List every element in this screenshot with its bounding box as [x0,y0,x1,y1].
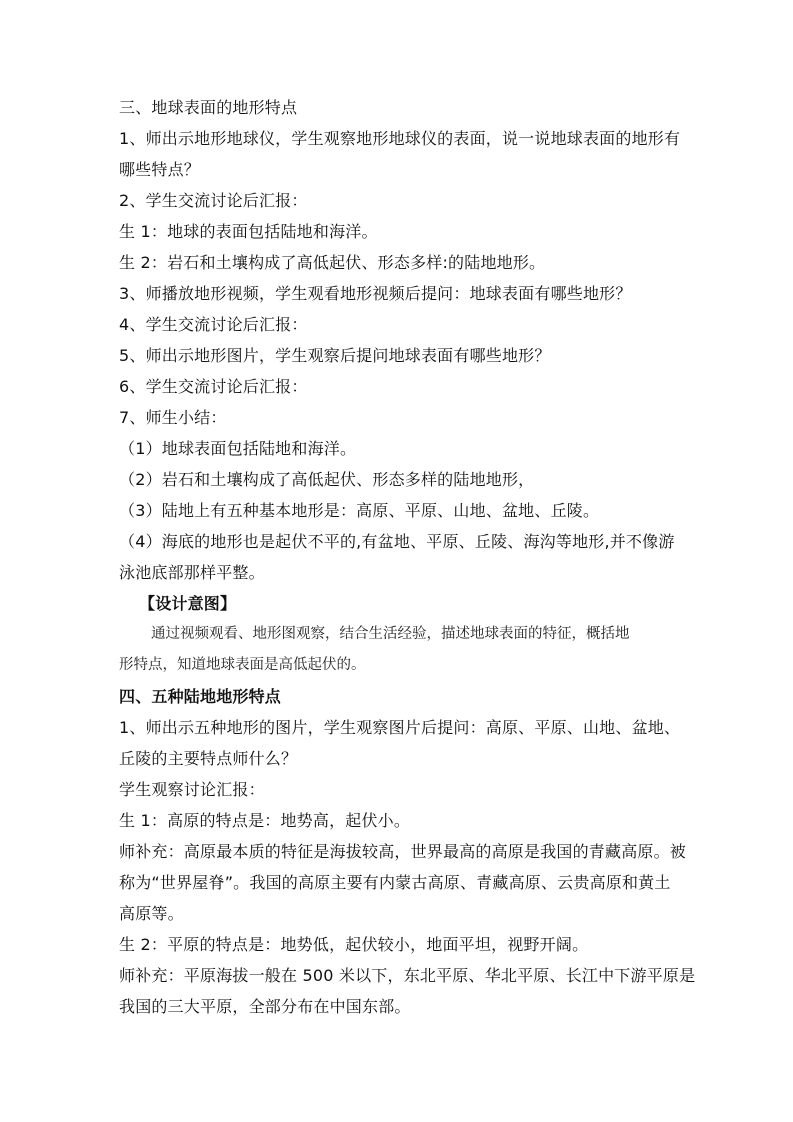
plain-teacher-note-line-1: 师补充：平原海拔一般在 500 米以下，东北平原、华北平原、长江中下游平原是 [119,966,696,985]
summary-item-1: （1）地球表面包括陆地和海洋。 [119,439,357,458]
section-3-paragraph-7: 7、师生小结： [119,408,227,427]
summary-item-4-line-2: 泳池底部那样平整。 [119,563,265,582]
design-intent-line-2: 形特点，知道地球表面是高低起伏的。 [119,657,366,673]
plain-teacher-note-line-2: 我国的三大平原，全部分布在中国东部。 [119,997,411,1016]
student-1-answer: 生 1：地球的表面包括陆地和海洋。 [119,222,378,241]
section-3-paragraph-2: 2、学生交流讨论后汇报： [119,191,308,210]
plateau-teacher-note-line-2: 称为“世界屋脊”。我国的高原主要有内蒙古高原、青藏高原、云贵高原和黄土 [119,873,671,892]
plateau-teacher-note-line-3: 高原等。 [119,904,184,923]
design-intent-line-1: 通过视频观看、地形图观察，结合生活经验，描述地球表面的特征，概括地 [151,626,630,642]
section-3-paragraph-5: 5、师出示地形图片，学生观察后提问地球表面有哪些地形？ [119,346,551,365]
section-3-paragraph-4: 4、学生交流讨论后汇报： [119,315,308,334]
document-body [119,92,696,1022]
summary-item-3: （3）陆地上有五种基本地形是：高原、平原、山地、盆地、丘陵。 [119,501,600,520]
section-3-paragraph-6: 6、学生交流讨论后汇报： [119,377,308,396]
section-3-paragraph-1-line-1: 1、师出示地形地球仪，学生观察地形地球仪的表面，说一说地球表面的地形有 [119,129,681,148]
plateau-teacher-note-line-1: 师补充：高原最本质的特征是海拔较高，世界最高的高原是我国的青藏高原。被 [119,842,687,861]
plateau-student-answer: 生 1：高原的特点是：地势高，起伏小。 [119,811,411,830]
student-report-label: 学生观察讨论汇报： [119,780,265,799]
section-3-paragraph-3: 3、师播放地形视频，学生观看地形视频后提问：地球表面有哪些地形？ [119,284,632,303]
student-2-answer: 生 2：岩石和土壤构成了高低起伏、形态多样:的陆地地形。 [119,253,546,272]
section-4-paragraph-1-line-1: 1、师出示五种地形的图片，学生观察图片后提问：高原、平原、山地、盆地、 [119,718,681,737]
plain-student-answer: 生 2：平原的特点是：地势低，起伏较小，地面平坦，视野开阔。 [119,935,589,954]
summary-item-4-line-1: （4）海底的地形也是起伏不平的,有盆地、平原、丘陵、海沟等地形,并不像游 [119,532,675,551]
design-intent-heading: 【设计意图】 [139,594,237,613]
section-3-title: 三、地球表面的地形特点 [119,98,298,117]
summary-item-2: （2）岩石和土壤构成了高低起伏、形态多样的陆地地形， [119,470,535,489]
section-3-paragraph-1-line-2: 哪些特点？ [119,160,201,179]
section-4-paragraph-1-line-2: 丘陵的主要特点师什么？ [119,749,298,768]
section-4-title: 四、五种陆地地形特点 [119,687,282,706]
